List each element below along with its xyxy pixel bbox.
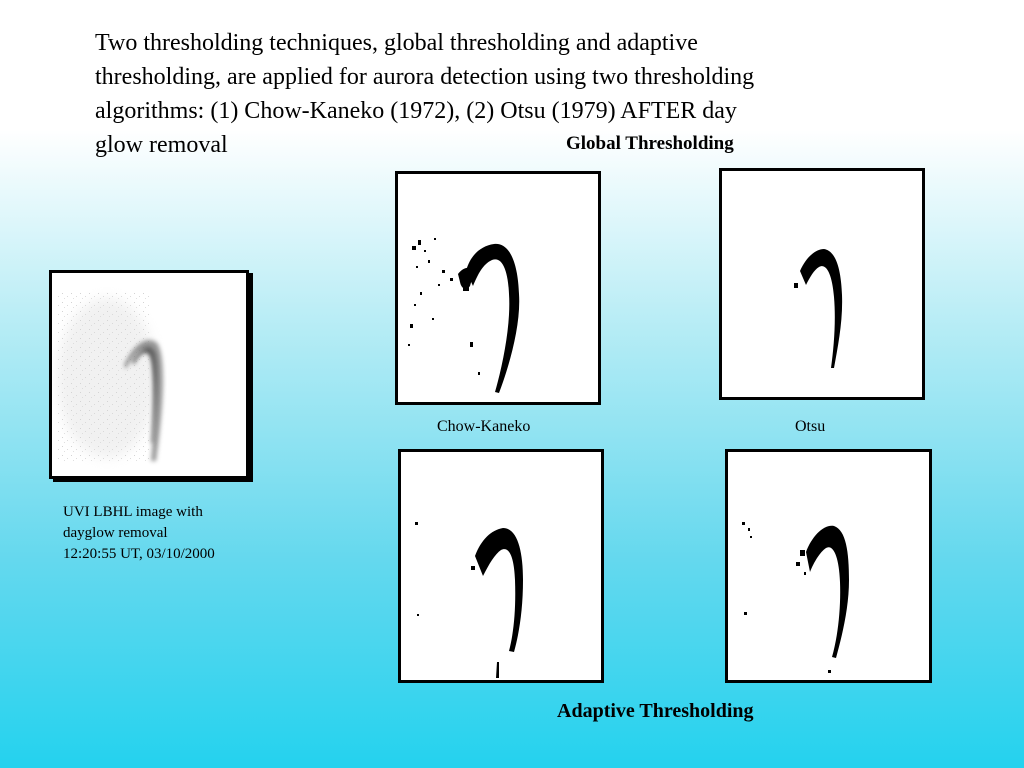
- intro-line: glow removal: [95, 132, 228, 158]
- global-otsu-image: [719, 168, 925, 400]
- source-uvi-image: [49, 270, 249, 479]
- adaptive-otsu-image: [725, 449, 932, 683]
- adaptive-thresholding-heading: Adaptive Thresholding: [557, 700, 754, 722]
- aurora-mask-adaptive-chow-kaneko: [401, 452, 601, 680]
- intro-line: Two thresholding techniques, global thresholding and adaptive: [95, 30, 698, 56]
- intro-line: thresholding, are applied for aurora detection using two thresholding: [95, 64, 755, 90]
- caption-line: 12:20:55 UT, 03/10/2000: [63, 546, 215, 562]
- global-thresholding-heading: Global Thresholding: [566, 133, 734, 154]
- source-image-caption: [63, 502, 215, 565]
- source-aurora-image: [52, 273, 246, 476]
- aurora-mask-adaptive-otsu: [728, 452, 929, 680]
- aurora-mask-global-otsu: [722, 171, 922, 397]
- adaptive-chow-kaneko-image: [398, 449, 604, 683]
- caption-line: dayglow removal: [63, 525, 168, 541]
- aurora-mask-global-chow-kaneko: [398, 174, 598, 402]
- global-chow-kaneko-image: [395, 171, 601, 405]
- chow-kaneko-caption: Chow-Kaneko: [437, 418, 531, 435]
- intro-line: algorithms: (1) Chow-Kaneko (1972), (2) Otsu (1979) AFTER day: [95, 98, 737, 124]
- otsu-caption: Otsu: [795, 418, 826, 435]
- intro-paragraph: [95, 26, 895, 162]
- caption-line: UVI LBHL image with: [63, 504, 203, 520]
